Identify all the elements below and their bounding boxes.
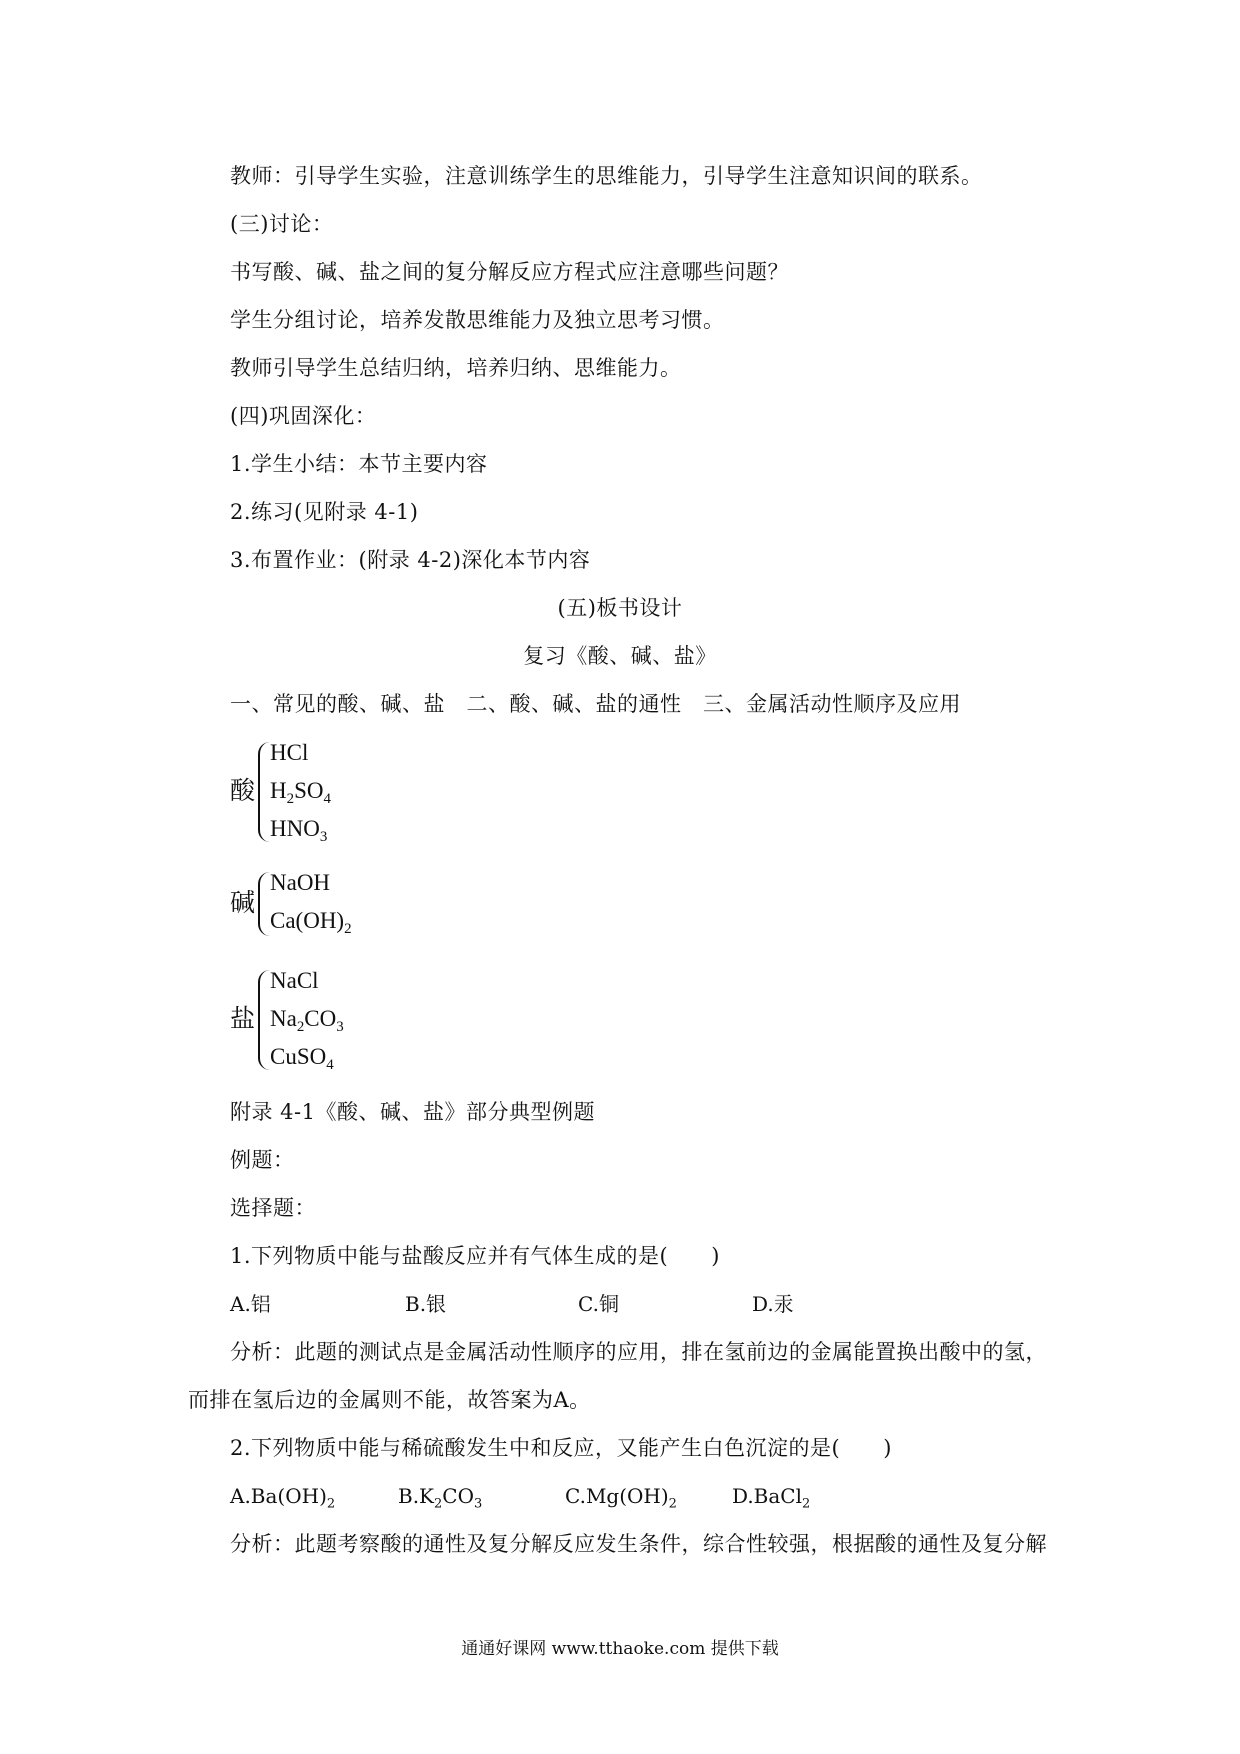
acid-label: 酸 — [230, 776, 256, 805]
q2-option-c: $C.Mg(OH)_2$ — [565, 1484, 677, 1512]
text-line-summary: 教师引导学生总结归纳，培养归纳、思维能力。 — [230, 356, 682, 380]
list-item-1: 1.学生小结：本节主要内容 — [230, 452, 488, 476]
text-line-question: 书写酸、碱、盐之间的复分解反应方程式应注意哪些问题？ — [230, 260, 789, 284]
formula-hno3: $HNO_3$ — [270, 816, 328, 846]
section-heading-discussion: (三)讨论： — [230, 212, 334, 236]
q1-option-b: B.银 — [405, 1292, 447, 1316]
base-brace — [258, 872, 270, 936]
base-label: 碱 — [230, 888, 256, 917]
q2-option-a: $A.Ba(OH)_2$ — [230, 1484, 336, 1512]
formula-na2co3: $Na_2CO_3$ — [270, 1006, 344, 1036]
examples-heading: 例题： — [230, 1148, 295, 1172]
base-group — [230, 868, 430, 948]
q1-option-d: D.汞 — [752, 1292, 794, 1316]
section-heading-consolidate: (四)巩固深化： — [230, 404, 377, 428]
page-footer: 通通好课网 www.tthaoke.com 提供下载 — [461, 1639, 779, 1659]
q2-option-d: D.BaCl$_2$ — [732, 1484, 811, 1512]
board-title: 复习《酸、碱、盐》 — [523, 644, 717, 668]
formula-h2so4: $H_2SO_4$ — [270, 778, 331, 808]
formula-caoh2: $Ca(OH)_2$ — [270, 908, 352, 938]
salt-label: 盐 — [230, 1004, 256, 1033]
question-1: 1.下列物质中能与盐酸反应并有气体生成的是( ) — [230, 1244, 720, 1268]
salt-group — [230, 966, 430, 1076]
board-outline: 一、常见的酸、碱、盐 二、酸、碱、盐的通性 三、金属活动性顺序及应用 — [230, 692, 961, 716]
q1-option-a: A.铝 — [230, 1292, 271, 1316]
analysis-2-line-1: 分析：此题考察酸的通性及复分解反应发生条件，综合性较强，根据酸的通性及复分解 — [230, 1532, 1047, 1556]
list-item-2: 2.练习(见附录 4-1) — [230, 500, 419, 524]
text-line-group-discussion: 学生分组讨论，培养发散思维能力及独立思考习惯。 — [230, 308, 725, 332]
q1-option-c: C.铜 — [578, 1292, 619, 1316]
salt-brace — [258, 970, 270, 1070]
section-heading-board-design: (五)板书设计 — [557, 596, 683, 620]
acid-group — [230, 738, 430, 848]
text-line-teacher: 教师：引导学生实验，注意训练学生的思维能力，引导学生注意知识间的联系。 — [230, 164, 983, 188]
analysis-1-line-1: 分析：此题的测试点是金属活动性顺序的应用，排在氢前边的金属能置换出酸中的氢， — [230, 1340, 1047, 1364]
formula-nacl: NaCl — [270, 968, 319, 993]
appendix-title: 附录 4-1《酸、碱、盐》部分典型例题 — [230, 1100, 595, 1124]
list-item-3: 3.布置作业：(附录 4-2)深化本节内容 — [230, 548, 591, 572]
q2-option-b: $B.K_2CO_3$ — [398, 1484, 483, 1512]
formula-hcl: HCl — [270, 740, 309, 765]
formula-cuso4: CuSO$_4$ — [270, 1044, 334, 1074]
formula-naoh: NaOH — [270, 870, 331, 895]
acid-brace — [258, 742, 270, 842]
analysis-1-line-2: 而排在氢后边的金属则不能，故答案为A。 — [188, 1388, 591, 1412]
question-2: 2.下列物质中能与稀硫酸发生中和反应，又能产生白色沉淀的是( ) — [230, 1436, 892, 1460]
multiple-choice-heading: 选择题： — [230, 1196, 316, 1220]
